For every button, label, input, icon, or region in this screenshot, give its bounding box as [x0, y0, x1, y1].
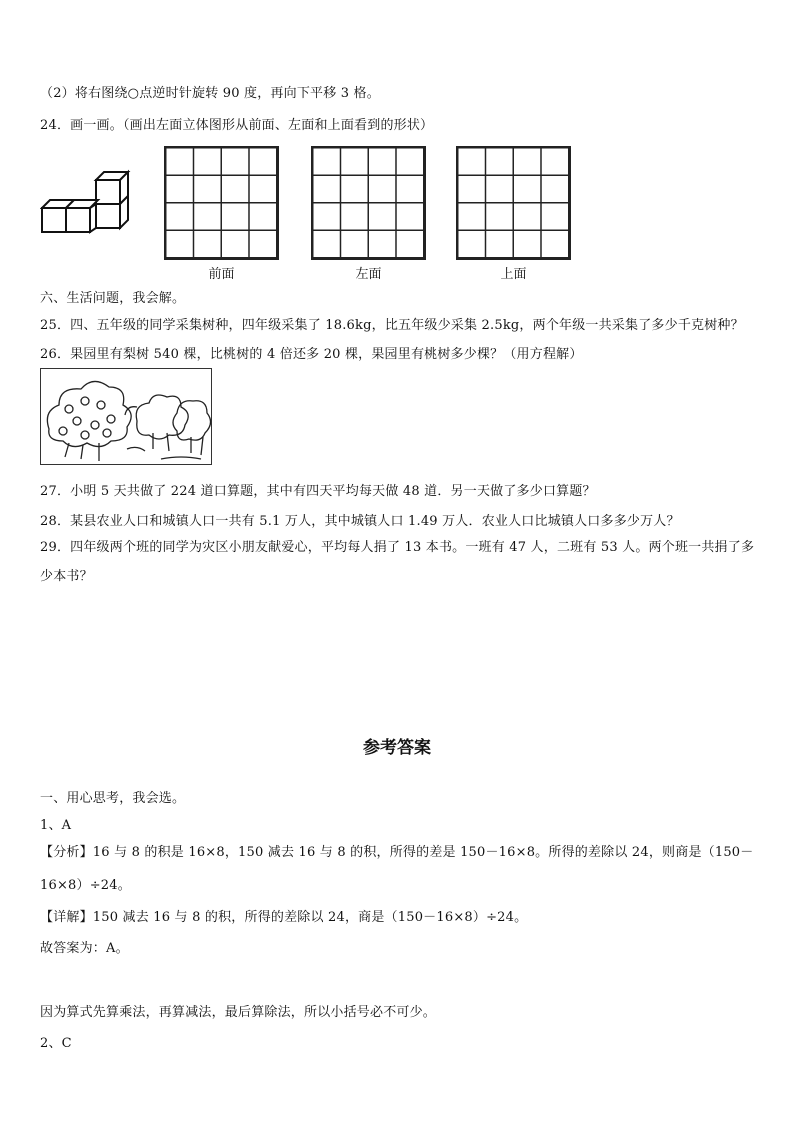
left-view-grid[interactable]	[311, 146, 426, 260]
q28-text: 28．某县农业人口和城镇人口一共有 5.1 万人，其中城镇人口 1.49 万人．农业人口比城镇人口多多少万人？	[40, 514, 680, 529]
orchard-trees-icon	[41, 369, 212, 465]
q26-text: 26．果园里有梨树 540 棵，比桃树的 4 倍还多 20 棵，果园里有桃树多少棵？（用方程解）	[40, 347, 583, 362]
answer-2: 2、C	[40, 1036, 72, 1051]
cube-figure	[40, 168, 132, 238]
q29-text: 29．四年级两个班的同学为灾区小朋友献爱心，平均每人捐了 13 本书。一班有 47 人，二班有 53 人。两个班一共捐了多少本书？	[40, 540, 755, 584]
answer-1-detail: 【详解】150 减去 16 与 8 的积，所得的差除以 24，商是（150－16×8）÷24。	[40, 910, 528, 925]
section-6-heading: 六、生活问题，我会解。	[40, 291, 186, 306]
answer-1-conclusion: 故答案为：A。	[40, 941, 129, 956]
top-view-grid[interactable]	[456, 146, 571, 260]
section-1-heading: 一、用心思考，我会选。	[40, 791, 186, 806]
q23-part2-text: （2）将右图绕○点逆时针旋转 90 度，再向下平移 3 格。	[40, 86, 380, 101]
front-view-label: 前面	[208, 267, 235, 282]
q24-text: 24．画一画。（画出左面立体图形从前面、左面和上面看到的形状）	[40, 118, 434, 133]
answer-1: 1、A	[40, 818, 72, 833]
answer-key-title: 参考答案	[363, 738, 431, 758]
top-view-label: 上面	[500, 267, 527, 282]
q25-text: 25．四、五年级的同学采集树种，四年级采集了 18.6kg，比五年级少采集 2.5kg，两个年级一共采集了多少千克树种？	[40, 318, 744, 333]
orchard-illustration	[40, 368, 212, 465]
front-view-grid[interactable]	[164, 146, 279, 260]
q27-text: 27．小明 5 天共做了 224 道口算题，其中有四天平均每天做 48 道．另一天做了多少口算题？	[40, 484, 596, 499]
left-view-label: 左面	[355, 267, 382, 282]
answer-1-analysis: 【分析】16 与 8 的积是 16×8，150 减去 16 与 8 的积，所得的差是 150－16×8。所得的差除以 24，则商是（150－16×8）÷24。	[40, 845, 754, 893]
answer-1-note: 因为算式先算乘法，再算减法，最后算除法，所以小括号必不可少。	[40, 1005, 437, 1020]
